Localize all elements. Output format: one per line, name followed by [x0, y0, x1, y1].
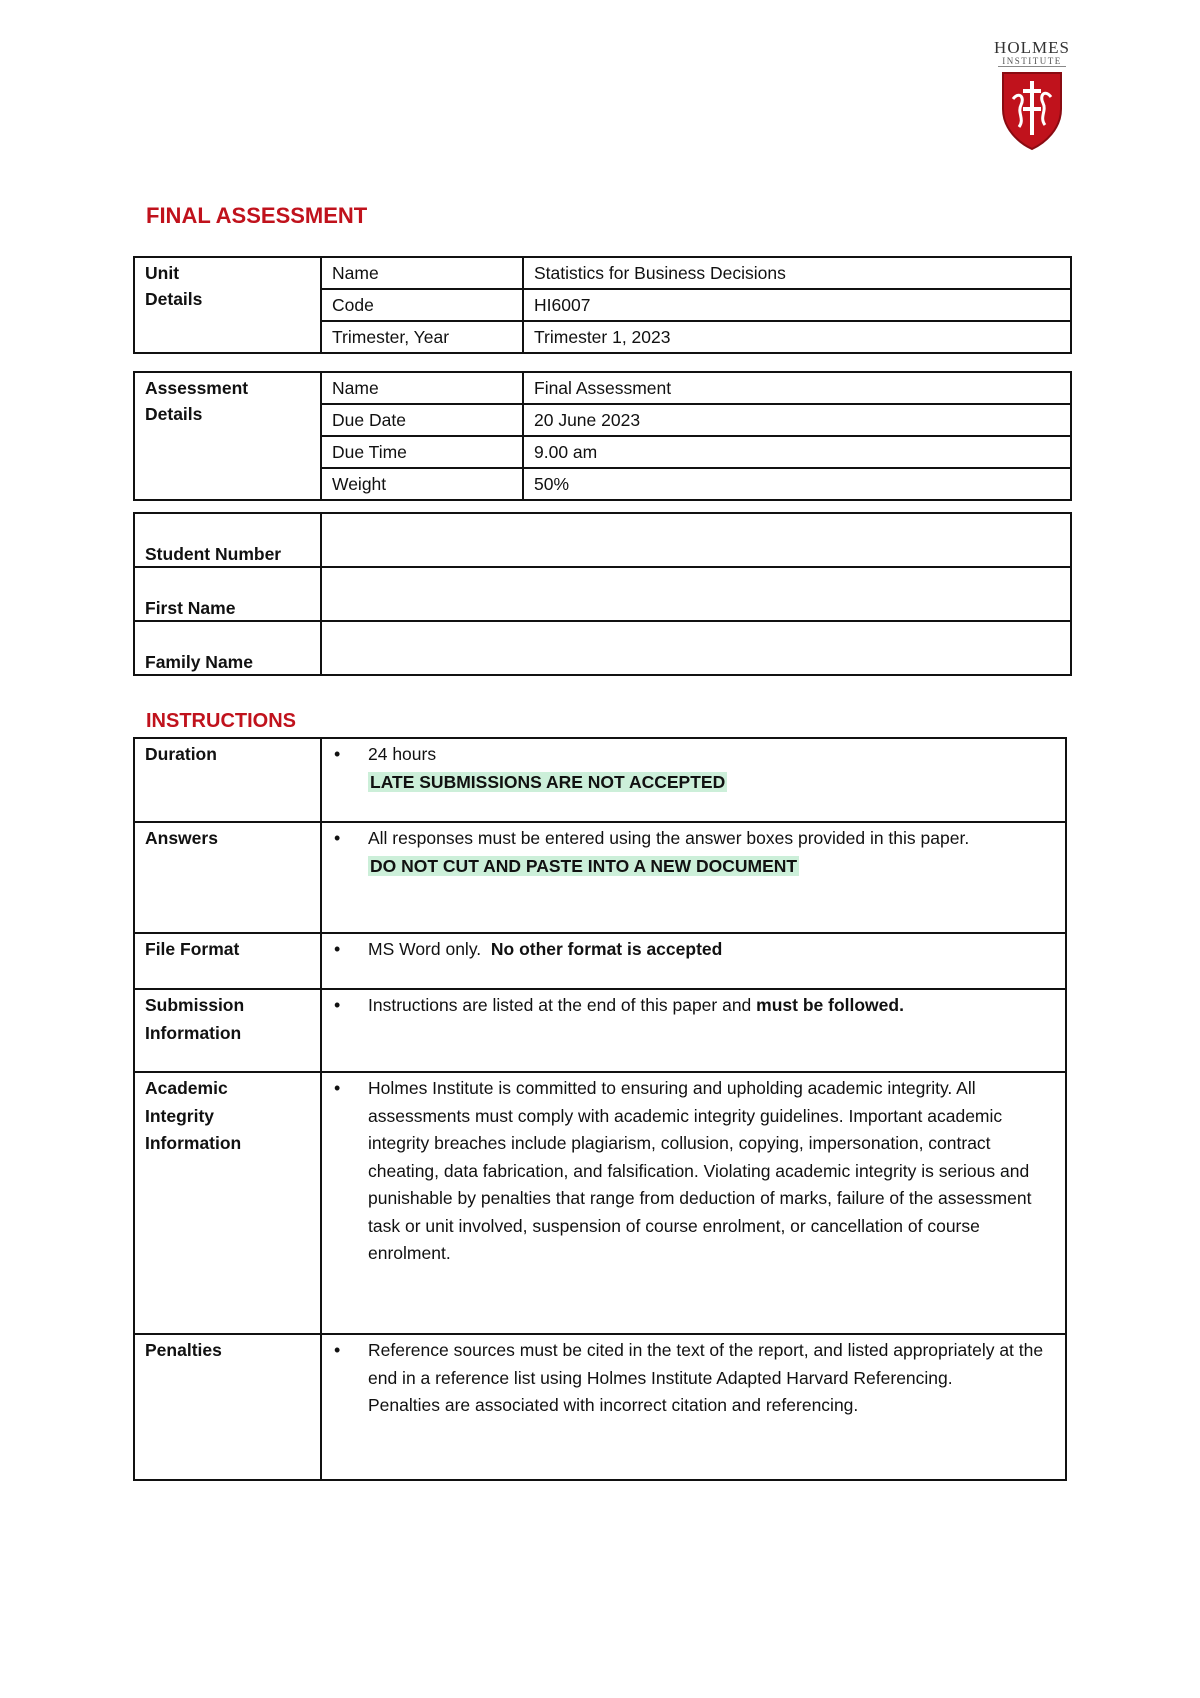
logo-subtitle: INSTITUTE — [998, 56, 1066, 67]
logo-name: HOLMES — [994, 38, 1070, 57]
unit-trimester-key: Trimester, Year — [321, 321, 523, 353]
assessment-name-value: Final Assessment — [523, 372, 1071, 404]
bullet-icon: • — [334, 744, 341, 764]
unit-details-table — [133, 256, 1072, 354]
answers-text: All responses must be entered using the answer boxes provided in this paper. — [368, 828, 970, 848]
submission-text: Instructions are listed at the end of this paper and — [368, 995, 752, 1015]
page-title: FINAL ASSESSMENT — [146, 203, 368, 228]
file-format-label: File Format — [134, 933, 321, 989]
due-date-key: Due Date — [321, 404, 523, 436]
academic-integrity-text: Holmes Institute is committed to ensuring and upholding academic integrity. All assessments must comply with academic integrity guidelines. Important academic integrity breaches include plagiarism, collusion, copying, impersonation, contract cheating, data fabrication, and falsification. Violating academic integrity is serious and punishable by penalties that range from deduction of marks, failure of the assessment task or unit involved, suspension of course enrolment, or cancellation of course enrolment. — [368, 1078, 1032, 1263]
family-name-label: Family Name — [134, 621, 321, 675]
family-name-field[interactable] — [321, 621, 1071, 675]
student-number-field[interactable] — [321, 513, 1071, 567]
bullet-icon: • — [334, 939, 341, 959]
answers-label: Answers — [134, 822, 321, 933]
due-date-value: 20 June 2023 — [523, 404, 1071, 436]
bullet-icon: • — [334, 1078, 341, 1098]
instructions-table — [133, 737, 1067, 1481]
assessment-name-key: Name — [321, 372, 523, 404]
first-name-field[interactable] — [321, 567, 1071, 621]
late-submission-notice: LATE SUBMISSIONS ARE NOT ACCEPTED — [370, 771, 726, 792]
unit-name-value: Statistics for Business Decisions — [523, 257, 1071, 289]
submission-label: Submission Information — [134, 989, 321, 1072]
answers-content — [321, 822, 1066, 933]
penalties-label: Penalties — [134, 1334, 321, 1480]
due-time-key: Due Time — [321, 436, 523, 468]
institute-logo — [992, 40, 1072, 151]
due-time-value: 9.00 am — [523, 436, 1071, 468]
assessment-details-label: Assessment Details — [134, 372, 321, 500]
weight-key: Weight — [321, 468, 523, 500]
file-format-content — [321, 933, 1066, 989]
student-info-table — [133, 512, 1072, 676]
submission-bold: must be followed. — [756, 995, 904, 1015]
first-name-label: First Name — [134, 567, 321, 621]
duration-text: 24 hours — [368, 744, 437, 764]
student-number-label: Student Number — [134, 513, 321, 567]
assessment-details-table — [133, 371, 1072, 501]
penalties-text-2: Penalties are associated with incorrect citation and referencing. — [368, 1395, 859, 1415]
shield-crest-icon — [999, 69, 1065, 151]
duration-label: Duration — [134, 738, 321, 822]
instructions-title: INSTRUCTIONS — [146, 710, 296, 732]
submission-content — [321, 989, 1066, 1072]
academic-integrity-content — [321, 1072, 1066, 1334]
unit-trimester-value: Trimester 1, 2023 — [523, 321, 1071, 353]
file-format-text: MS Word only. — [368, 939, 482, 959]
unit-details-label: Unit Details — [134, 257, 321, 353]
unit-code-key: Code — [321, 289, 523, 321]
bullet-icon: • — [334, 1340, 341, 1360]
duration-content — [321, 738, 1066, 822]
academic-integrity-label: Academic Integrity Information — [134, 1072, 321, 1334]
weight-value: 50% — [523, 468, 1071, 500]
file-format-bold: No other format is accepted — [490, 939, 723, 959]
penalties-content — [321, 1334, 1066, 1480]
bullet-icon: • — [334, 828, 341, 848]
bullet-icon: • — [334, 995, 341, 1015]
penalties-text: Reference sources must be cited in the text of the report, and listed appropriately at the end in a reference list using Holmes Institute Adapted Harvard Referencing. — [368, 1340, 1044, 1388]
unit-code-value: HI6007 — [523, 289, 1071, 321]
no-cut-paste-notice: DO NOT CUT AND PASTE INTO A NEW DOCUMENT — [370, 855, 798, 876]
unit-name-key: Name — [321, 257, 523, 289]
